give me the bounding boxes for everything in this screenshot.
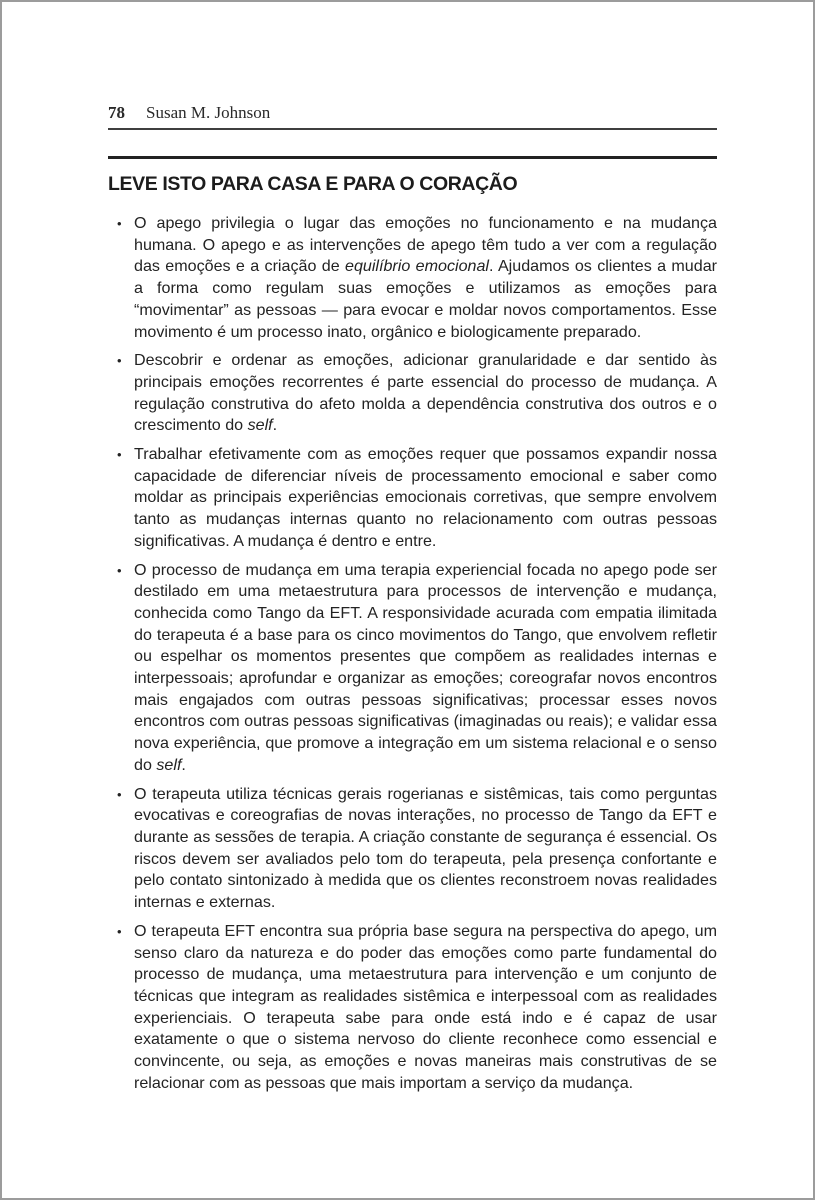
bullet-text: O terapeuta EFT encontra sua própria base segura na perspectiva do apego, um senso claro da natureza e do poder das emoções como parte fundamental do processo de mudança, uma metaestrutura para intervenção e um conjunto de técnicas que integram as realidades sistêmica e interpessoal com as realidades experienciais. O terapeuta sabe para onde está indo e é capaz de usar exatamente o que o sistema nervoso do cliente reconhece como essencial e convincente, ou seja, as emoções e novas maneiras mais construtivas de se relacionar com as pessoas que mais importam a serviço da mudança. bbox=[134, 921, 717, 1092]
list-item bbox=[108, 213, 717, 343]
running-head-author: Susan M. Johnson bbox=[146, 103, 271, 122]
bullet-marker: • bbox=[117, 216, 122, 231]
section-title: LEVE ISTO PARA CASA E PARA O CORAÇÃO bbox=[108, 173, 518, 195]
page-number: 78 bbox=[108, 103, 125, 122]
section-divider-rule bbox=[108, 156, 717, 159]
list-item bbox=[108, 560, 717, 777]
list-item bbox=[108, 350, 717, 437]
bullet-text: O apego privilegia o lugar das emoções no funcionamento e na mudança humana. O apego e as intervenções de apego têm tudo a ver com a regulação das emoções e a criação de equilíbrio emocional. Ajudamos os clientes a mudar a forma como regulam suas emoções e utilizamos as emoções para “movimentar” as pessoas — para evocar e moldar novos comportamentos. Esse movimento é um processo inato, orgânico e biologicamente preparado. bbox=[134, 214, 718, 341]
bullet-marker: • bbox=[117, 447, 122, 463]
bullet-text: Trabalhar efetivamente com as emoções requer que possamos expandir nossa capacidade de diferenciar níveis de processamento emocional e saber como moldar as principais experiências emocionais corretivas, que sempre envolvem tanto as mudanças internas quanto no relacionamento com outras pessoas significativas. A mudança é dentro e entre. bbox=[134, 445, 717, 550]
bullet-text: Descobrir e ordenar as emoções, adicionar granularidade e dar sentido às principais emoções recorrentes é parte essencial do processo de mudança. A regulação construtiva do afeto molda a dependência construtiva dos outros e o crescimento do self. bbox=[134, 351, 717, 435]
list-item bbox=[108, 784, 717, 914]
list-item bbox=[108, 444, 717, 553]
bullet-marker: • bbox=[117, 786, 122, 802]
bullet-marker: • bbox=[117, 353, 122, 369]
bullet-list bbox=[108, 213, 717, 1094]
bullet-marker: • bbox=[117, 923, 122, 939]
bullet-text: O processo de mudança em uma terapia experiencial focada no apego pode ser destilado em uma metaestrutura para processos de intervenção e mudança, conhecida como Tango da EFT. A responsividade acurada com empatia ilimitada do terapeuta é a base para os cinco movimentos do Tango, que envolvem refletir ou espelhar os momentos presentes que compõem as realidades internas e interpessoais; aprofundar e organizar as emoções; coreografar novos encontros mais engajados com outras pessoas significativas; processar esses novos encontros com outras pessoas significativas (imaginadas ou reais); e validar essa nova experiência, que promove a integração em um sistema relacional e o senso do self. bbox=[134, 560, 717, 774]
running-header bbox=[108, 2, 717, 130]
page-content bbox=[108, 2, 717, 1094]
list-item bbox=[108, 921, 717, 1095]
bullet-marker: • bbox=[117, 562, 122, 578]
bullet-text: O terapeuta utiliza técnicas gerais rogerianas e sistêmicas, tais como perguntas evocativas e coreografias de novas interações, no processo de Tango da EFT e durante as sessões de terapia. A criação constante de segurança é essencial. Os riscos devem ser avaliados pelo tom do terapeuta, pela presença confortante e pelo contato sintonizado à medida que os clientes reconstroem novas realidades internas e externas. bbox=[134, 784, 717, 912]
